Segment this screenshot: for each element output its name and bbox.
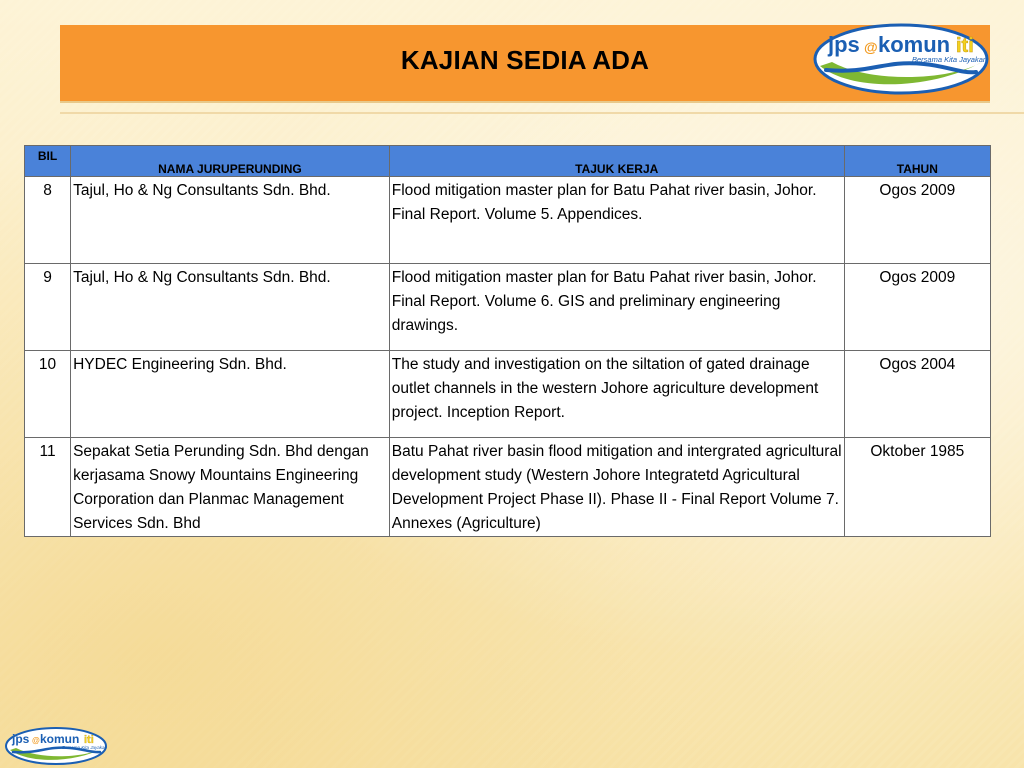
- cell-tajuk: Flood mitigation master plan for Batu Pahat river basin, Johor. Final Report. Volume 6. GIS and preliminary engineering drawings.: [389, 264, 844, 351]
- cell-tajuk: Flood mitigation master plan for Batu Pahat river basin, Johor. Final Report. Volume 5. Appendices.: [389, 177, 844, 264]
- existing-studies-table: [24, 145, 991, 537]
- cell-nama: Tajul, Ho & Ng Consultants Sdn. Bhd.: [71, 264, 390, 351]
- logo-tagline: Bersama Kita Jayakan: [912, 55, 988, 64]
- footer-logo-brand: komun: [40, 732, 80, 746]
- header-nama-juruperunding: NAMA JURUPERUNDING: [71, 146, 390, 177]
- cell-tajuk: Batu Pahat river basin flood mitigation and intergrated agricultural development study (Western Johore Integratetd Agricultural Development Project Phase II). Phase II - Final Report Volume 7. Annexes (Agriculture): [389, 438, 844, 537]
- jps-komuniti-logo: [812, 22, 990, 96]
- cell-bil: 8: [25, 177, 71, 264]
- cell-tajuk: The study and investigation on the siltation of gated drainage outlet channels in the western Johore agriculture development project. Inception Report.: [389, 351, 844, 438]
- cell-bil: 10: [25, 351, 71, 438]
- header-bil: BIL: [25, 146, 71, 177]
- footer-logo-suffix: iti: [84, 734, 94, 746]
- cell-bil: 11: [25, 438, 71, 537]
- table-header-row: [25, 146, 991, 177]
- table-row: [25, 264, 991, 351]
- cell-tahun: Ogos 2004: [844, 351, 990, 438]
- cell-nama: Tajul, Ho & Ng Consultants Sdn. Bhd.: [71, 177, 390, 264]
- cell-tahun: Ogos 2009: [844, 177, 990, 264]
- header-tahun: TAHUN: [844, 146, 990, 177]
- cell-tahun: Oktober 1985: [844, 438, 990, 537]
- header-divider: [60, 112, 1024, 114]
- logo-suffix: iti: [956, 35, 974, 57]
- footer-logo-prefix: jps: [12, 732, 30, 746]
- logo-brand: komun: [878, 32, 951, 57]
- jps-komuniti-logo-footer: [4, 726, 108, 766]
- header-tajuk-kerja: TAJUK KERJA: [389, 146, 844, 177]
- footer-logo-at: @: [32, 736, 40, 745]
- cell-tahun: Ogos 2009: [844, 264, 990, 351]
- table-row: [25, 351, 991, 438]
- table-row: [25, 438, 991, 537]
- footer-logo-tagline: Bersama Kita Jayakan: [62, 745, 108, 750]
- cell-nama: HYDEC Engineering Sdn. Bhd.: [71, 351, 390, 438]
- cell-nama: Sepakat Setia Perunding Sdn. Bhd dengan kerjasama Snowy Mountains Engineering Corporation dan Planmac Management Services Sdn. Bhd: [71, 438, 390, 537]
- table-row: [25, 177, 991, 264]
- page-title: KAJIAN SEDIA ADA: [400, 45, 650, 75]
- logo-at: @: [864, 39, 878, 55]
- cell-bil: 9: [25, 264, 71, 351]
- logo-prefix: jps: [828, 32, 860, 57]
